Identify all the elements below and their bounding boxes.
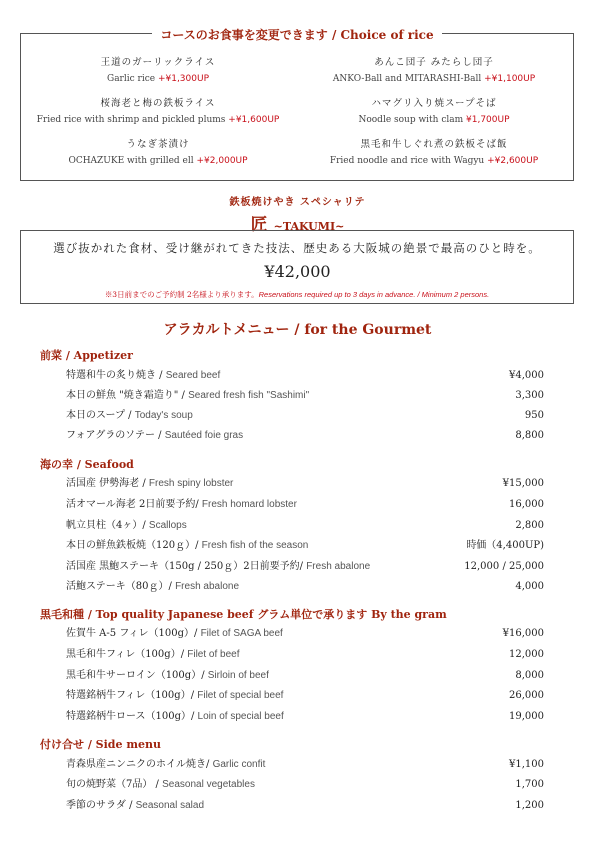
takumi-description: 選び抜かれた食材、受け継がれてきた技法、歴史ある大阪城の絶景で最高のひと時を。 xyxy=(53,241,541,255)
alacarte-title: アラカルトメニュー / for the Gourmet xyxy=(163,322,432,338)
choice-option: 黒毛和牛しぐれ煮の鉄板そば飯 Fried noodle and rice with Wagyu +¥2,600UP xyxy=(329,139,539,166)
menu-item: 活国産 伊勢海老 / Fresh spiny lobster ¥15,000 xyxy=(66,478,544,489)
takumi-title: 匠 ~TAKUMI~ xyxy=(250,215,345,235)
choice-option: あんこ団子 みたらし団子 ANKO-Ball and MITARASHI-Ball +¥1,100UP xyxy=(332,57,536,84)
section-title: 前菜 / Appetizer xyxy=(40,349,133,362)
menu-item: 旬の焼野菜（7品） / Seasonal vegetables 1,700 xyxy=(66,779,544,790)
takumi-note: ※3日前までのご予約制 2名様より承ります。Reservations required up to 3 days in advance. / Minimum 2 persons. xyxy=(104,290,490,299)
menu-item: 活国産 黒鮑ステーキ（150g / 250ｇ）2日前要予約/ Fresh abalone 12,000 / 25,000 xyxy=(66,561,544,572)
choice-title: コースのお食事を変更できます / Choice of rice xyxy=(20,24,574,43)
choice-option: 王道のガーリックライス Garlic rice +¥1,300UP xyxy=(100,57,216,84)
menu-item: 特選和牛の炙り焼き / Seared beef ¥4,000 xyxy=(66,370,544,381)
menu-item: フォアグラのソテー / Sautéed foie gras 8,800 xyxy=(66,430,544,441)
section-title: 海の幸 / Seafood xyxy=(40,458,134,471)
menu-item: 特選銘柄牛フィレ（100g）/ Filet of special beef 26,000 xyxy=(66,690,544,701)
menu-item: 佐賀牛 A-5 フィレ（100g）/ Filet of SAGA beef ¥16,000 xyxy=(66,628,544,639)
section-title: 黒毛和種 / Top quality Japanese beef グラム単位で承ります By the gram xyxy=(40,608,447,621)
menu-item: 本日のスープ / Today's soup 950 xyxy=(66,410,544,421)
menu-item: 本日の鮮魚鉄板焼（120ｇ）/ Fresh fish of the season 時価（4,400UP) xyxy=(66,540,544,551)
menu-item: 活鮑ステーキ（80ｇ）/ Fresh abalone 4,000 xyxy=(66,581,544,592)
menu-item: 青森県産ニンニクのホイル焼き/ Garlic confit ¥1,100 xyxy=(66,759,544,770)
menu-item: 黒毛和牛サーロイン（100g）/ Sirloin of beef 8,000 xyxy=(66,670,544,681)
section-title: 付け合せ / Side menu xyxy=(40,738,161,751)
menu-item: 黒毛和牛フィレ（100g）/ Filet of beef 12,000 xyxy=(66,649,544,660)
menu-item: 季節のサラダ / Seasonal salad 1,200 xyxy=(66,800,544,811)
menu-item: 特選銘柄牛ロース（100g）/ Loin of special beef 19,000 xyxy=(66,711,544,722)
choice-option: うなぎ茶漬け OCHAZUKE with grilled ell +¥2,000UP xyxy=(68,139,248,166)
takumi-price: ¥42,000 xyxy=(264,262,331,281)
takumi-subtitle: 鉄板焼けやき スペシャリテ xyxy=(229,197,366,208)
choice-option: ハマグリ入り焼スープそば Noodle soup with clam ¥1,700UP xyxy=(358,98,510,125)
menu-item: 活オマール海老 2日前要予約/ Fresh homard lobster 16,000 xyxy=(66,499,544,510)
choice-option: 桜海老と梅の鉄板ライス Fried rice with shrimp and pickled plums +¥1,600UP xyxy=(36,98,280,125)
menu-item: 本日の鮮魚 "焼き霜造り" / Seared fresh fish "Sashimi" 3,300 xyxy=(66,390,544,401)
menu-item: 帆立貝柱（4ヶ）/ Scallops 2,800 xyxy=(66,520,544,531)
